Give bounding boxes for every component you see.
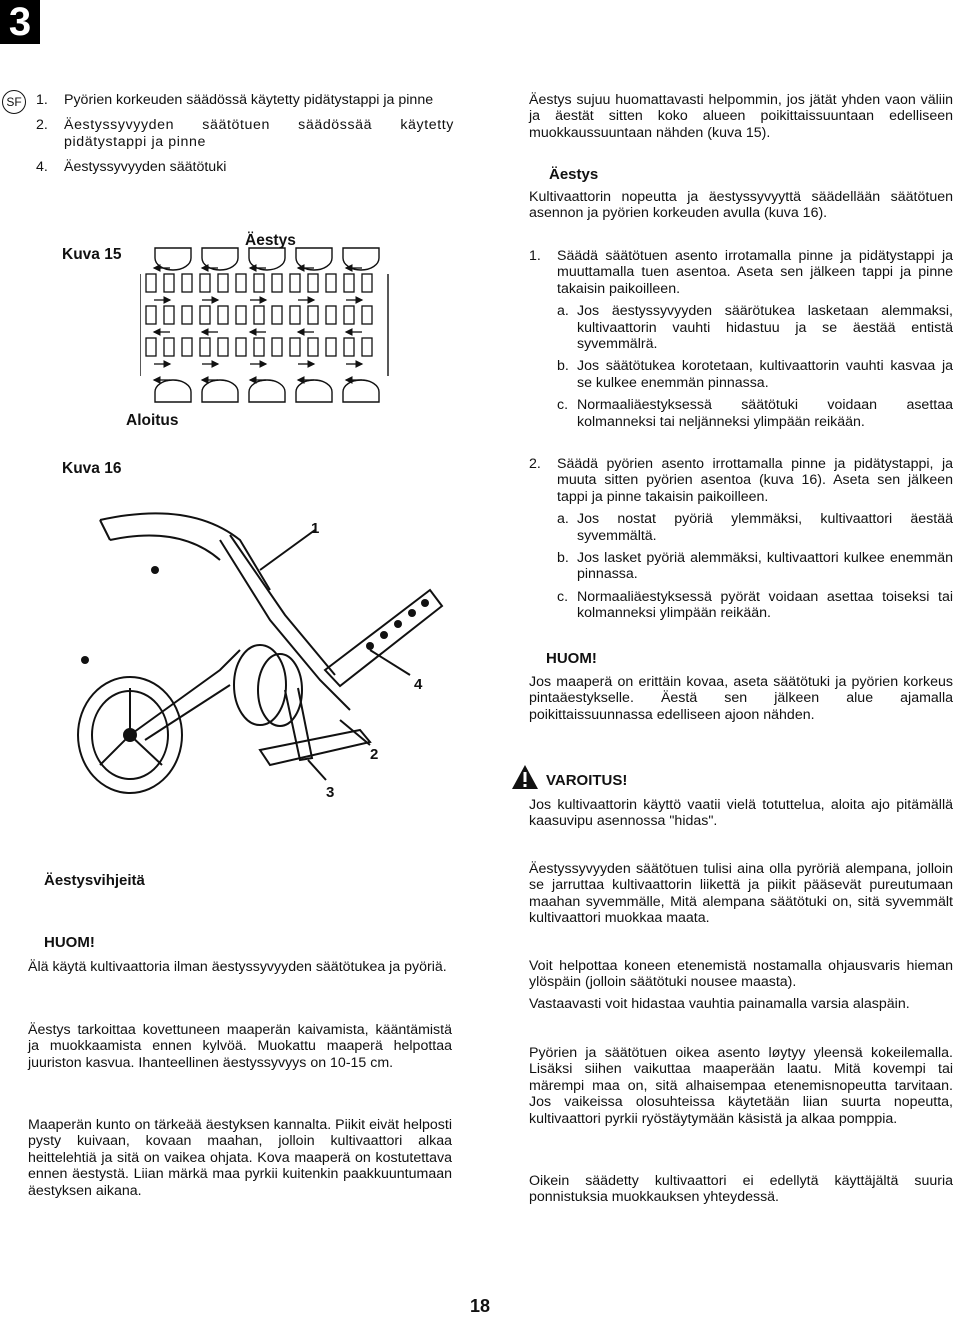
chapter-tab: 3 bbox=[0, 0, 40, 44]
adjustment-steps bbox=[529, 248, 953, 430]
tips-note-heading: HUOM! bbox=[44, 934, 95, 951]
figure-16-callout: 3 bbox=[326, 784, 335, 801]
sub-step bbox=[557, 397, 953, 430]
sub-step-letter: b. bbox=[557, 550, 569, 567]
sub-step-text: Jos äestyssyvyyden säärötukea lasketaan alemmaksi, kultivaattorin vauhti hidastuu ja se äestää entistä syvemmälrä. bbox=[577, 303, 953, 353]
tips-heading: Äestysvihjeitä bbox=[44, 872, 145, 889]
step-number: 1. bbox=[529, 248, 541, 264]
sub-step-text: Jos nostat pyöriä ylemmäksi, kultivaattori äestää syvemmältä. bbox=[577, 511, 953, 544]
warning-icon bbox=[511, 764, 539, 790]
sub-step-letter: c. bbox=[557, 397, 569, 414]
list-item-text: Äestyssyvyyden säätötuki bbox=[64, 159, 227, 176]
tips-paragraph: Oikein säädetty kultivaattori ei edellytä käyttäjältä suuria ponnistuksia muokkauksen yhteydessä. bbox=[529, 1173, 953, 1206]
sub-step bbox=[557, 550, 953, 583]
section-heading: Äestys bbox=[549, 166, 599, 183]
sub-step-text: Jos säätötukea korotetaan, kultivaattorin vauhti kasvaa ja se kulkee enemmän pinnassa. bbox=[577, 358, 953, 391]
figure-16-callout: 4 bbox=[414, 676, 423, 693]
tips-note-text: Älä käytä kultivaattoria ilman äestyssyvyyden säätötukea ja pyöriä. bbox=[28, 959, 447, 975]
list-item-text: Äestyssyvyyden säätötuen säädössää käytetty pidätystappi ja pinne bbox=[64, 117, 454, 150]
sub-step-text: Normaaliäestyksessä säätötuki voidaan asettaa kolmanneksi tai neljänneksi ylimpään reikään. bbox=[577, 397, 953, 430]
list-item bbox=[36, 117, 454, 150]
sub-step-text: Normaaliäestyksessä pyörät voidaan asettaa toiseksi tai kolmanneksi ylimpään reikään. bbox=[577, 588, 953, 622]
list-item-number: 1. bbox=[36, 92, 48, 108]
tips-paragraph: Pyörien ja säätötuen oikea asento løytyy yleensä kokeilemalla. Lisäksi siihen vaikuttaa maaperään laatu. Mitä kovempi tai märempi maa on, sitä alhaisempaa etenemisnopeutta tarvitaan. Jos vaikeissa olosuhteissa käytetään liian suurta nopeutta, kultivaattori pyrkii ryöstäytymään käsistä ja alkaa pomppia. bbox=[529, 1045, 953, 1127]
sub-step-letter: a. bbox=[557, 303, 569, 320]
step-text: Säädä pyörien asento irrottamalla pinne ja pidätystappi, ja muuta sitten pyörien asentoa (kuva 16). Aseta sen jälkeen tappi ja pinne takaisin paikoilleen. bbox=[557, 456, 953, 505]
warning-heading: VAROITUS! bbox=[546, 772, 628, 789]
figure-15-label: Kuva 15 bbox=[62, 246, 122, 263]
cultivator-illustration bbox=[70, 480, 450, 810]
list-item-number: 2. bbox=[36, 117, 48, 134]
sub-step bbox=[557, 589, 953, 622]
sub-step bbox=[557, 303, 953, 352]
figure-15-bottom-caption: Aloitus bbox=[126, 412, 179, 429]
legend-list bbox=[36, 92, 454, 176]
figure-16-callout: 1 bbox=[311, 520, 320, 537]
tips-paragraph: Voit helpottaa koneen etenemistä nostamalla ohjausvaris hieman ylöspäin (jolloin säätötuki nousee maasta). bbox=[529, 958, 953, 991]
sub-step-letter: c. bbox=[557, 588, 569, 605]
sub-step bbox=[557, 358, 953, 391]
list-item-number: 4. bbox=[36, 159, 48, 176]
step-1 bbox=[529, 248, 953, 430]
sub-step-text: Jos lasket pyöriä alemmäksi, kultivaattori kulkee enemmän pinnassa. bbox=[577, 550, 953, 583]
sub-step-letter: b. bbox=[557, 358, 569, 375]
list-item-text: Pyörien korkeuden säädössä käytetty pidätystappi ja pinne bbox=[64, 92, 434, 108]
tips-paragraph: Vastaavasti voit hidastaa vauhtia painamalla varsia alaspäin. bbox=[529, 996, 910, 1012]
tips-paragraph: Äestyssyvyyden säätötuen tulisi aina olla pyröriä alempana, jolloin se jarruttaa kultivaattorin liikettä ja piikit pääsevät pureutumaan maahan syvemmälle, Mitä alempana säätötuki on, sitä syvemmält kultivaattori muokkaa maata. bbox=[529, 861, 953, 927]
note-text: Jos maaperä on erittäin kovaa, aseta säätötuki ja pyörien korkeus pintaäestykselle. Äestä sen jälkeen alue ajamalla poikittaissuunnassa edelliseen ajoon nähden. bbox=[529, 674, 953, 723]
tilling-pattern-diagram bbox=[140, 246, 400, 406]
step-2 bbox=[529, 456, 953, 622]
list-item bbox=[36, 92, 454, 108]
tips-paragraph: Äestys tarkoittaa kovettuneen maaperän kaivamista, kääntämistä ja muokkaamista ennen kylvöä. Muokattu maaperä helpottaa juuriston kasvua. Ihanteellinen äestyssyvyys on 10-15 cm. bbox=[28, 1022, 452, 1071]
figure-16-label: Kuva 16 bbox=[62, 460, 122, 477]
language-badge: SF bbox=[2, 90, 26, 114]
section-paragraph: Kultivaattorin nopeutta ja äestyssyvyyttä säädellään säätötuen asennon ja pyörien korkeuden avulla (kuva 16). bbox=[529, 189, 953, 222]
warning-text: Jos kultivaattorin käyttö vaatii vielä totuttelua, aloita ajo pitämällä kaasuvipu asennossa "hidas". bbox=[529, 797, 953, 830]
sub-step bbox=[557, 511, 953, 544]
intro-paragraph: Äestys sujuu huomattavasti helpommin, jos jätät yhden vaon väliin ja äestät sitten koko alueen poikittaissuuntaan edelliseen muokkaussuuntaan nähden (kuva 15). bbox=[529, 92, 953, 141]
sub-step-letter: a. bbox=[557, 511, 569, 528]
figure-15-top-caption: Äestys bbox=[245, 232, 296, 249]
figure-16-callout: 2 bbox=[370, 746, 379, 763]
tips-paragraph: Maaperän kunto on tärkeää äestyksen kannalta. Piikit eivät helposti pysty kuivaan, kovaan maahan, jolloin kultivaattori alkaa heittelehtiä ja sitä on vaikea ohjata. Kova maaperä on kostutettava ennen äestystä. Liian märkä maa pyrkii kuitenkin paakkuuntumaan äestyksen aikana. bbox=[28, 1117, 452, 1199]
step-number: 2. bbox=[529, 456, 541, 472]
page-number: 18 bbox=[469, 1296, 491, 1316]
step-text: Säädä säätötuen asento irrotamalla pinne ja pidätystappi ja muuttamalla tuen asentoa. Aseta sen jälkeen tappi ja pinne takaisin paikoilleen. bbox=[557, 248, 953, 297]
note-heading: HUOM! bbox=[546, 650, 597, 667]
list-item bbox=[36, 159, 454, 175]
